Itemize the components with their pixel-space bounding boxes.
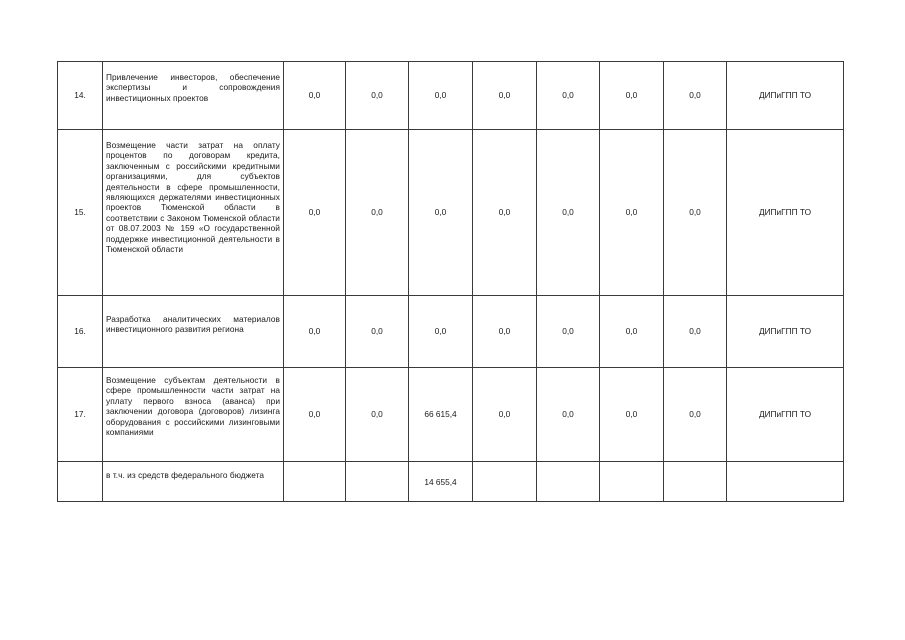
value-cell: 0,0 (600, 296, 664, 368)
table-row (58, 462, 844, 502)
value-cell (473, 462, 537, 502)
value-cell: 66 615,4 (409, 368, 473, 462)
value-cell: 0,0 (409, 130, 473, 296)
activity-description: Привлечение инвесторов, обеспечение экспертизы и сопровождения инвестиционных проектов (103, 62, 284, 130)
responsible-agency: ДИПиГПП ТО (727, 368, 844, 462)
value-cell (409, 462, 473, 502)
value-cell: 0,0 (284, 130, 346, 296)
value-cell: 0,0 (284, 62, 346, 130)
value-cell: 0,0 (473, 62, 537, 130)
value-cell: 0,0 (409, 296, 473, 368)
program-activities-table (57, 61, 844, 502)
value-cell (537, 462, 600, 502)
value-cell: 0,0 (664, 368, 727, 462)
responsible-agency: ДИПиГПП ТО (727, 296, 844, 368)
row-number (58, 462, 103, 502)
value-cell: 0,0 (664, 62, 727, 130)
value-cell: 0,0 (537, 296, 600, 368)
row-number: 16. (58, 296, 103, 368)
row-number: 14. (58, 62, 103, 130)
row-number: 17. (58, 368, 103, 462)
responsible-agency: ДИПиГПП ТО (727, 130, 844, 296)
value-cell: 0,0 (284, 296, 346, 368)
row-number: 15. (58, 130, 103, 296)
value-cell: 0,0 (473, 296, 537, 368)
document-page (57, 61, 844, 502)
value-cell: 0,0 (473, 368, 537, 462)
activity-description: в т.ч. из средств федерального бюджета (103, 462, 284, 502)
value-cell: 0,0 (537, 130, 600, 296)
table-row (58, 368, 844, 462)
value-cell: 0,0 (346, 368, 409, 462)
value-cell: 0,0 (346, 296, 409, 368)
value-cell: 0,0 (346, 62, 409, 130)
activity-description: Возмещение части затрат на оплату процентов по договорам кредита, заключенным с российскими кредитными организациями, для субъектов деятельности в сфере промышленности, являющихся держателями инвестиционных проектов Тюменской области в соответствии с Законом Тюменской области от 08.07.2003 № 159 «О государственной поддержке инвестиционной деятельности в Тюменской области (103, 130, 284, 296)
value-cell: 0,0 (664, 296, 727, 368)
value-cell: 0,0 (346, 130, 409, 296)
value-cell: 0,0 (537, 368, 600, 462)
value-cell: 0,0 (537, 62, 600, 130)
value-cell: 0,0 (600, 368, 664, 462)
activity-description: Разработка аналитических материалов инвестиционного развития региона (103, 296, 284, 368)
value-cell: 0,0 (664, 130, 727, 296)
value-cell (284, 462, 346, 502)
table-row (58, 62, 844, 130)
value-cell: 0,0 (600, 62, 664, 130)
value-cell (600, 462, 664, 502)
federal-budget-amount: 14 655,4 (424, 477, 457, 487)
value-cell (346, 462, 409, 502)
value-cell: 0,0 (284, 368, 346, 462)
responsible-agency (727, 462, 844, 502)
activity-description: Возмещение субъектам деятельности в сфере промышленности части затрат на уплату первого взноса (аванса) при заключении договора (договоров) лизинга оборудования с российскими лизинговыми компаниями (103, 368, 284, 462)
value-cell: 0,0 (409, 62, 473, 130)
value-cell (664, 462, 727, 502)
value-cell: 0,0 (600, 130, 664, 296)
value-cell: 0,0 (473, 130, 537, 296)
responsible-agency: ДИПиГПП ТО (727, 62, 844, 130)
table-row (58, 130, 844, 296)
table-row (58, 296, 844, 368)
